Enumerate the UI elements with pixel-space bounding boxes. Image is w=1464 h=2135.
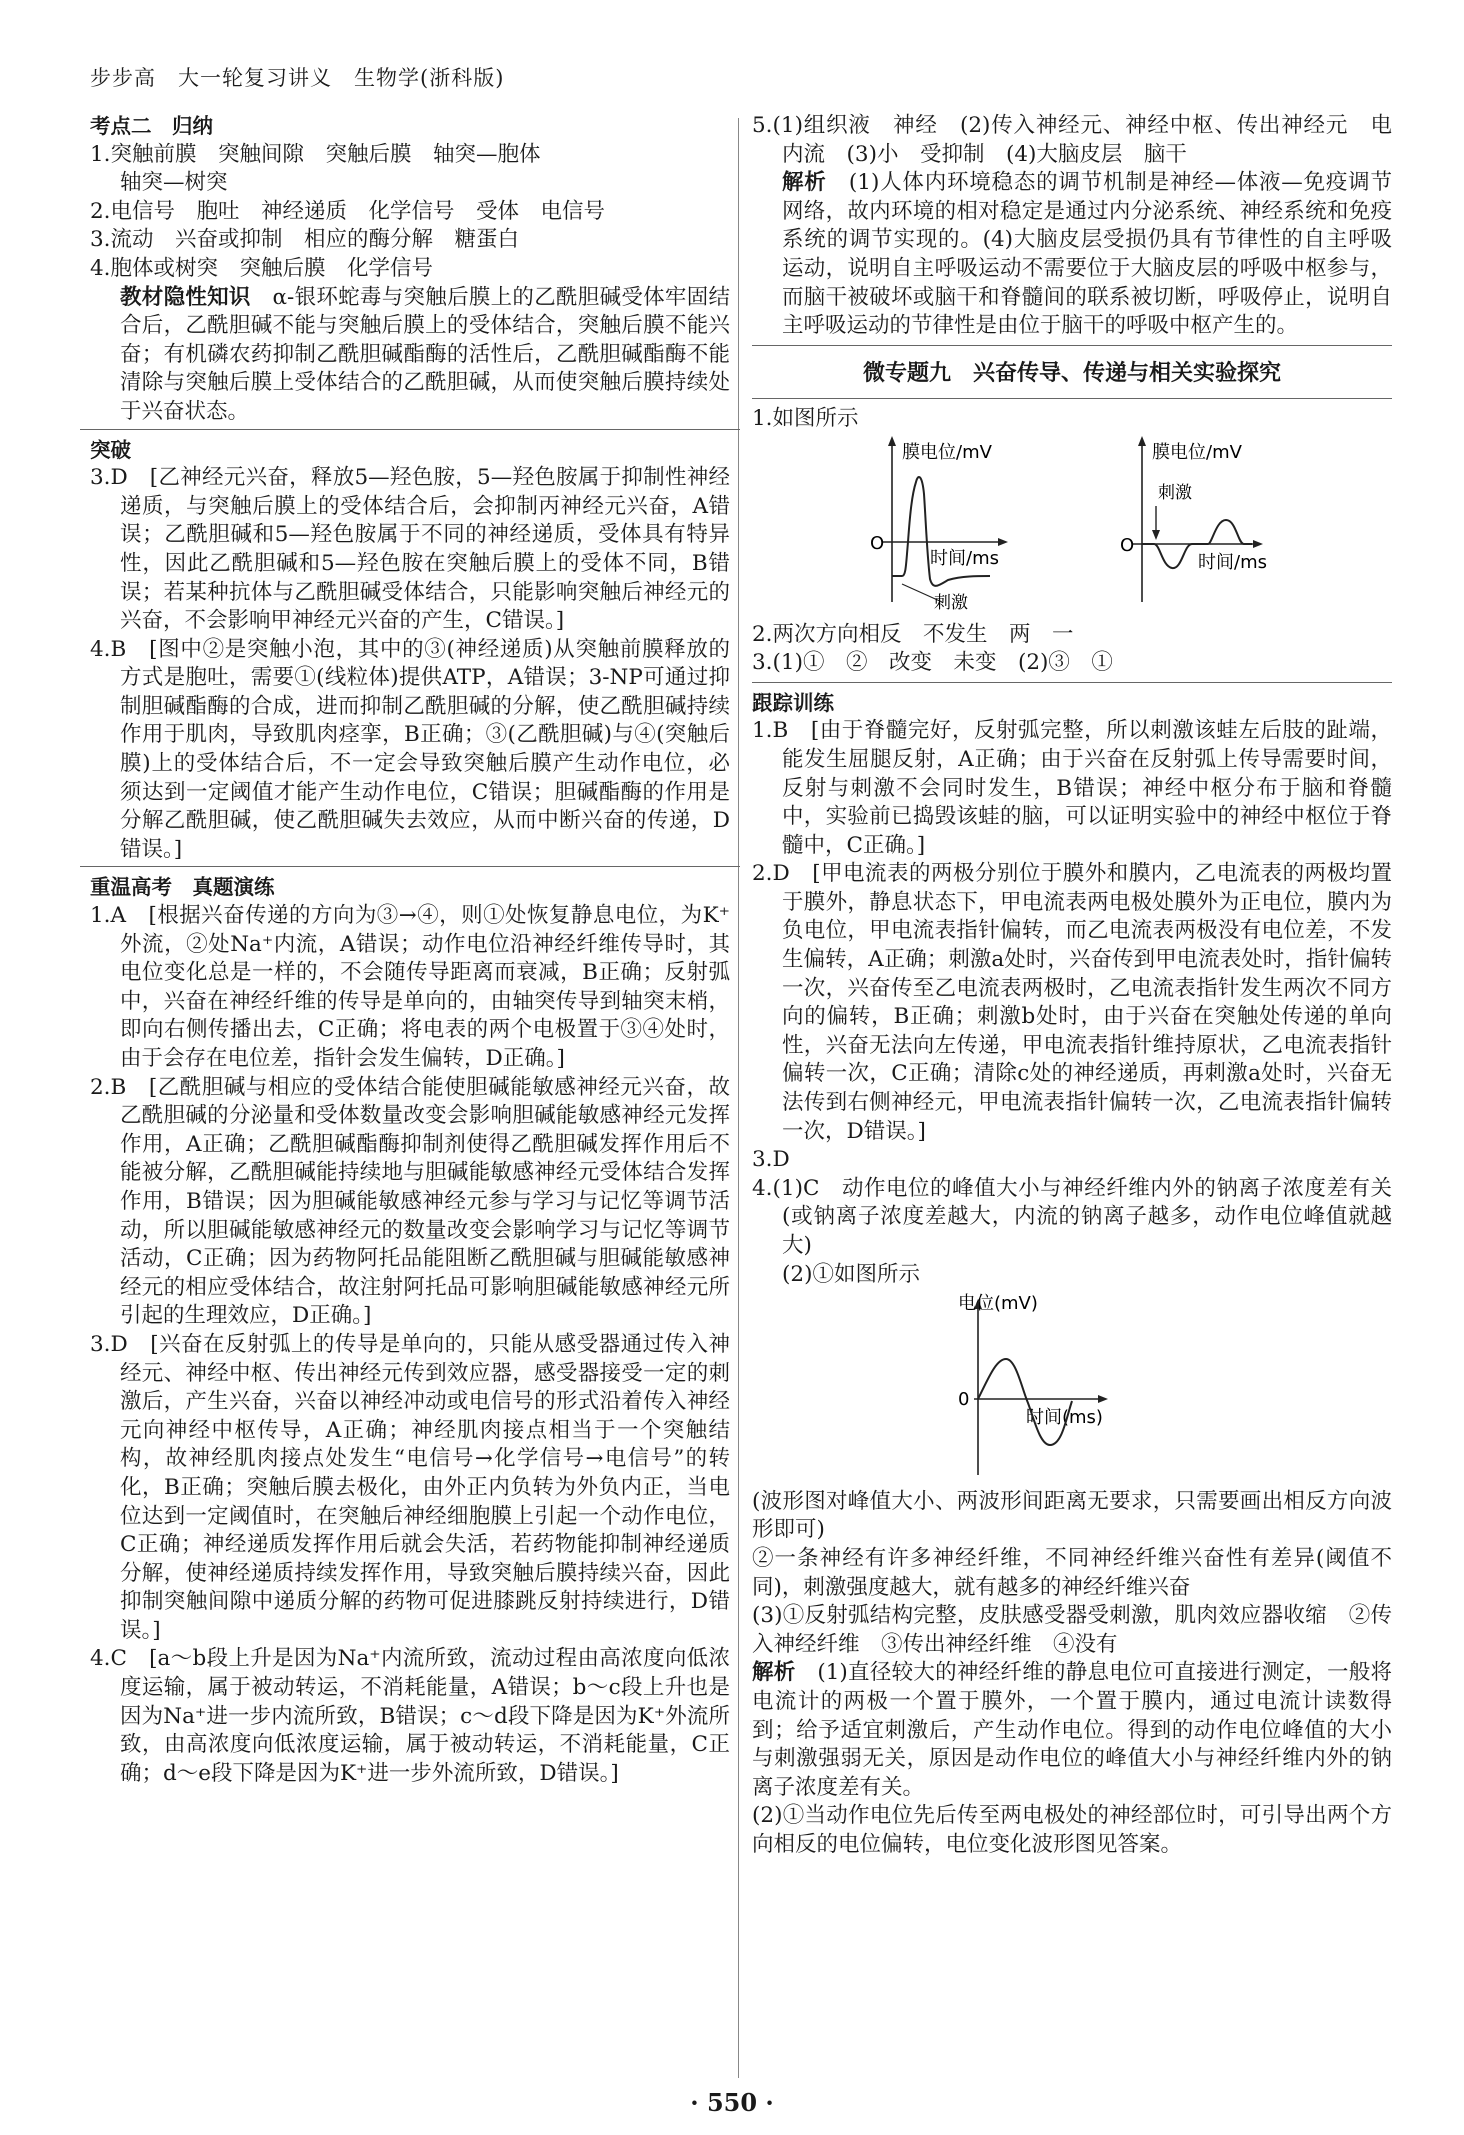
potential-curve xyxy=(892,477,990,586)
answer-item: 5.(1)组织液 神经 (2)传入神经元、神经中枢、传出神经元 电 内流 (3)小 受抑制 (4)大脑皮层 脑干 xyxy=(752,113,1414,167)
biphasic-potential-figure xyxy=(752,1289,1392,1479)
analysis-paragraph xyxy=(752,1659,1392,1802)
answer-line: 3.(1)① ② 改变 未变 (2)③ ① xyxy=(752,650,1113,676)
topic-title: 微专题九 兴奋传导、传递与相关实验探究 xyxy=(862,360,1281,386)
analysis-label: 解析 xyxy=(752,1660,796,1686)
answer-line: 1.突触前膜 突触间隙 突触后膜 轴突—胞体 xyxy=(90,141,541,167)
x-axis-label: 时间/ms xyxy=(930,547,999,569)
answer-line: (波形图对峰值大小、两波形间距离无要求，只需要画出相反方向波形即可) xyxy=(752,1488,1392,1543)
section-rule xyxy=(752,398,1392,399)
y-axis-label: 膜电位/mV xyxy=(1152,441,1242,463)
answer-line: 4.胞体或树突 突触后膜 化学信号 xyxy=(90,255,434,281)
analysis-label: 解析 xyxy=(782,170,827,196)
page-number: · 550 · xyxy=(690,2088,774,2117)
answer-line: 3.D xyxy=(752,1147,790,1173)
answer-line: (3)①反射弧结构完整，皮肤感受器受刺激，肌肉效应器收缩 ②传入神经纤维 ③传出神经纤维 ④没有 xyxy=(752,1603,1392,1657)
answer-line: (2)①当动作电位先后传至两电极处的神经部位时，可引导出两个方向相反的电位偏转，电位变化波形图见答案。 xyxy=(752,1803,1392,1857)
answer-item: 1.B [由于脊髓完好，反射弧完整，所以刺激该蛙左后肢的趾端，能发生屈腿反射，A正确；由于兴奋在反射弧上传导需要时间，反射与刺激不会同时发生，B错误；神经中枢分布于脑和脊髓中，实验前已捣毁该蛙的脑，可以证明实验中的神经中枢位于脊髓中，C正确。] xyxy=(752,718,1392,858)
potential-curve xyxy=(978,1359,1072,1445)
answer-line: ②一条神经有许多神经纤维，不同神经纤维兴奋性有差异(阈值不同)，刺激强度越大，就有越多的神经纤维兴奋 xyxy=(752,1545,1392,1600)
analysis-paragraph xyxy=(752,169,1392,341)
answer-item: 3.D [兴奋在反射弧上的传导是单向的，只能从感受器通过传入神经元、神经中枢、传出神经元传到效应器，感受器接受一定的刺激后，产生兴奋，兴奋以神经冲动或电信号的形式沿着传入神经元向神经中枢传导，A正确；神经肌肉接点相当于一个突触结构，故神经肌肉接点处发生“电信号→化学信号→电信号”的转化，B正确；突触后膜去极化，由外正内负转为外负内正，当电位达到一定阈值时，在突触后神经细胞膜上引起一个动作电位，C正确；神经递质发挥作用后就会失活，若药物能抑制神经递质分解，使神经递质持续发挥作用，导致突触后膜持续兴奋，因此抑制突触间隙中递质分解的药物可促进膝跳反射持续进行，D错误。] xyxy=(90,1331,730,1643)
hidden-knowledge-label: 教材隐性知识 xyxy=(120,284,251,310)
answer-item: 4.(1)C 动作电位的峰值大小与神经纤维内外的钠离子浓度差有关(或钠离子浓度差越大，内流的钠离子越多，动作电位峰值就越大) xyxy=(752,1175,1392,1258)
hidden-knowledge-text: α-银环蛇毒与突触后膜上的乙酰胆碱受体牢固结合后，乙酰胆碱不能与突触后膜上的受体结合，突触后膜不能兴奋；有机磷农药抑制乙酰胆碱酯酶的活性后，乙酰胆碱酯酶不能清除与突触后膜上受体结合的乙酰胆碱，从而使突触后膜持续处于兴奋状态。 xyxy=(120,284,730,424)
stimulus-label: 刺激 xyxy=(1158,482,1192,503)
origin-label: O xyxy=(1120,534,1135,556)
answer-line: (2)①如图所示 xyxy=(782,1261,920,1287)
section-rule xyxy=(80,866,740,867)
y-axis-arrow xyxy=(888,436,896,446)
membrane-potential-figures xyxy=(752,434,1392,612)
hidden-knowledge-paragraph xyxy=(90,284,730,427)
answer-item: 4.C [a～b段上升是因为Na⁺内流所致，流动过程由高浓度向低浓度运输，属于被动转运，不消耗能量，A错误；b～c段上升也是因为Na⁺进一步内流所致，B错误；c～d段下降是因为K⁺外流所致，由高浓度向低浓度运输，属于被动转运，不消耗能量，C正确；d～e段下降是因为K⁺进一步外流所致，D错误。] xyxy=(90,1646,730,1786)
section-heading-practice: 跟踪训练 xyxy=(752,690,834,715)
answer-item: 4.B [图中②是突触小泡，其中的③(神经递质)从突触前膜释放的方式是胞吐，需要①(线粒体)提供ATP，A错误；3-NP可通过抑制胆碱酯酶的合成，进而抑制乙酰胆碱的分解，使乙酰胆碱持续作用于肌肉，导致肌肉痉挛，B正确；③(乙酰胆碱)与④(突触后膜)上的受体结合后，不一定会导致突触后膜产生动作电位，必须达到一定阈值才能产生动作电位，C错误；胆碱酯酶的作用是分解乙酰胆碱，使乙酰胆碱失去效应，从而中断兴奋的传递，D错误。] xyxy=(90,636,730,862)
section-heading-breakthrough: 突破 xyxy=(90,437,131,462)
answer-item: 2.D [甲电流表的两极分别位于膜外和膜内，乙电流表的两极均置于膜外，静息状态下，甲电流表两电极处膜外为正电位，膜内为负电位，甲电流表指针偏转，而乙电流表两极没有电位差，不发生偏转，A正确；刺激a处时，兴奋传到甲电流表处时，指针偏转一次，兴奋传至乙电流表两极时，乙电流表指针发生两次不同方向的偏转，B正确；刺激b处时，由于兴奋在突触处传递的单向性，兴奋无法向左传递，甲电流表指针维持原状，乙电流表指针偏转一次，C正确；清除c处的神经递质，再刺激a处时，兴奋无法传到右侧神经元，甲电流表指针偏转一次，乙电流表指针偏转一次，D错误。] xyxy=(752,861,1392,1144)
stimulus-arrowhead xyxy=(1152,530,1160,540)
right-column xyxy=(752,112,1414,1860)
x-axis-arrow xyxy=(1098,1395,1108,1403)
answer-line: 2.两次方向相反 不发生 两 一 xyxy=(752,621,1074,647)
y-axis-label: 电位(mV) xyxy=(958,1293,1038,1315)
origin-label: O xyxy=(870,532,885,554)
section-rule xyxy=(752,682,1392,683)
section-heading-summary: 考点二 归纳 xyxy=(90,114,213,138)
section-rule xyxy=(80,429,740,430)
x-axis-label: 时间(ms) xyxy=(1026,1407,1103,1429)
analysis-text: (1)人体内环境稳态的调节机制是神经—体液—免疫调节网络，故内环境的相对稳定是通过内分泌系统、神经系统和免疫系统的调节实现的。(4)大脑皮层受损仍具有节律性的自主呼吸运动，说明自主呼吸运动不需要位于大脑皮层的呼吸中枢参与，而脑干被破坏或脑干和脊髓间的联系被切断，呼吸停止，说明自主呼吸运动的节律性是由位于脑干的呼吸中枢产生的。 xyxy=(782,170,1392,339)
y-axis-label: 膜电位/mV xyxy=(902,441,992,463)
stimulus-label: 刺激 xyxy=(934,592,968,612)
answer-item: 2.B [乙酰胆碱与相应的受体结合能使胆碱能敏感神经元兴奋，故乙酰胆碱的分泌量和受体数量改变会影响胆碱能敏感神经元发挥作用，A正确；乙酰胆碱酯酶抑制剂使得乙酰胆碱发挥作用后不能被分解，乙酰胆碱能持续地与胆碱能敏感神经元受体结合发挥作用，B错误；因为胆碱能敏感神经元参与学习与记忆等调节活动，所以胆碱能敏感神经元的数量改变会影响学习与记忆等调节活动，C正确；因为药物阿托品能阻断乙酰胆碱与胆碱能敏感神经元的相应受体结合，故注射阿托品可影响胆碱能敏感神经元所引起的生理效应，D正确。] xyxy=(90,1074,730,1329)
section-rule xyxy=(752,345,1392,346)
left-column xyxy=(90,112,730,1788)
y-axis-arrow xyxy=(1138,436,1146,446)
answer-line: 1.如图所示 xyxy=(752,406,859,432)
column-divider xyxy=(738,118,739,2078)
answer-line: 2.电信号 胞吐 神经递质 化学信号 受体 电信号 xyxy=(90,198,606,224)
answer-item: 3.D [乙神经元兴奋，释放5—羟色胺，5—羟色胺属于抑制性神经递质，与突触后膜上的受体结合后，会抑制丙神经元兴奋，A错误；乙酰胆碱和5—羟色胺属于不同的神经递质，受体具有特异性，因此乙酰胆碱和5—羟色胺在突触后膜上的受体不同，B错误；若某种抗体与乙酰胆碱受体结合，只能影响突触后神经元的兴奋，不会影响甲神经元兴奋的产生，C错误。] xyxy=(90,465,730,634)
answer-line: 3.流动 兴奋或抑制 相应的酶分解 糖蛋白 xyxy=(90,227,520,253)
x-axis-arrow xyxy=(998,538,1008,546)
answer-line: 轴突—树突 xyxy=(120,170,228,196)
x-axis-label: 时间/ms xyxy=(1198,551,1267,573)
origin-label: 0 xyxy=(958,1389,970,1411)
action-potential-figure-1 xyxy=(870,436,1008,612)
x-axis-arrow xyxy=(1253,540,1263,548)
section-heading-exam: 重温高考 真题演练 xyxy=(90,875,275,900)
action-potential-figure-2 xyxy=(1120,436,1267,602)
analysis-text: (1)直径较大的神经纤维的静息电位可直接进行测定，一般将电流计的两极一个置于膜外，一个置于膜内，通过电流计读数得到；给予适宜刺激后，产生动作电位。得到的动作电位峰值的大小与刺激强弱无关，原因是动作电位的峰值大小与神经纤维内外的钠离子浓度差有关。 xyxy=(752,1660,1392,1800)
page-header: 步步高 大一轮复习讲义 生物学(浙科版) xyxy=(90,66,505,90)
answer-item: 1.A [根据兴奋传递的方向为③→④，则①处恢复静息电位，为K⁺外流，②处Na⁺内流，A错误；动作电位沿神经纤维传导时，其电位变化总是一样的，不会随传导距离而衰减，B正确；反射弧中，兴奋在神经纤维的传导是单向的，由轴突传导到轴突末梢，即向右侧传播出去，C正确；将电表的两个电极置于③④处时，由于会存在电位差，指针会发生偏转，D正确。] xyxy=(90,903,730,1071)
